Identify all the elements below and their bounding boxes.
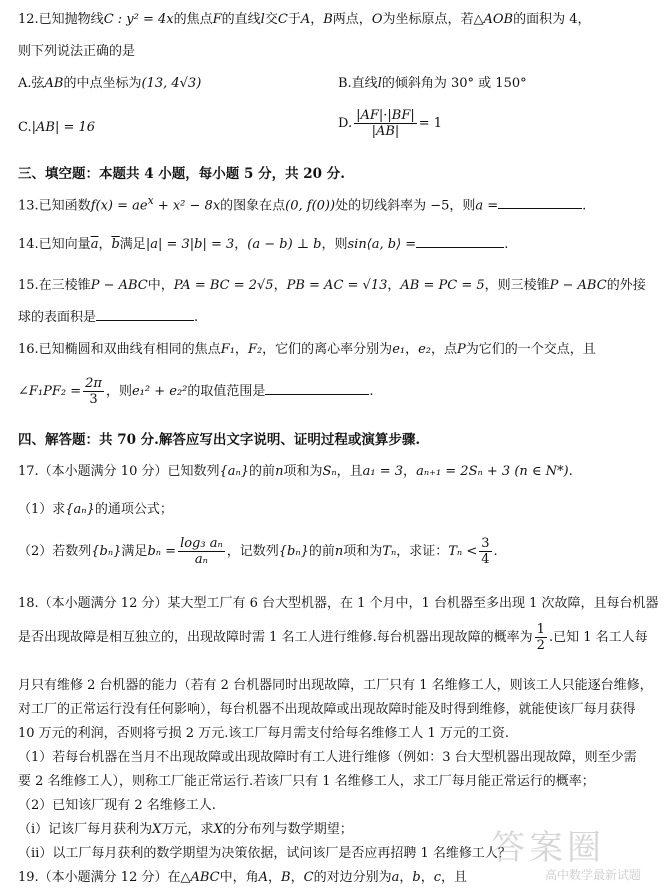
answer-blank	[416, 246, 504, 248]
watermark-title: 答案圈	[491, 828, 605, 868]
bn-fraction: $\frac{\text{log₃ aₙ}}{\text{aₙ}}$	[180, 536, 223, 567]
option-d-fraction: $\frac{|AF|\cdot|BF|}{|AB|}$	[356, 108, 415, 139]
section-heading-solutions: 四、解答题：共 70 分.解答应写出文字说明、证明过程或演算步骤.	[18, 432, 421, 448]
q18-part1-line2: 要 2 名维修工人），则称工厂能正常运行.若该厂只有 1 名维修工人，求工厂每月能正常运行的概率；	[18, 774, 595, 789]
watermark-subtitle: 高中数学最新试题	[545, 868, 642, 882]
answer-blank	[265, 393, 369, 395]
q18-line3: 月只有维修 2 台机器的能力（若有 2 台机器同时出现故障，工厂只有 1 名维修工人，则该工人只能逐台维修，	[18, 678, 653, 693]
q16-line1: 16.已知椭圆和双曲线有相同的焦点F₁，F₂，它们的离心率分别为e₁，e₂，点P为它们的一个交点，且	[18, 342, 596, 357]
q19-stem: 19.（本小题满分 12 分）在△ABC中，角A，B，C的对边分别为a，b，c，且	[18, 870, 468, 885]
answer-blank	[498, 207, 582, 209]
q17-part2: （2）若数列{bₙ}满足bₙ = $\frac{\text{log₃ aₙ}}{\text{aₙ}}$ ，记数列{bₙ}的前n项和为Tₙ，求证：Tₙ < $\frac{3}{4}$ .	[18, 536, 498, 567]
q16-line2: ∠F₁PF₂ = $\frac{2\pi}{3}$ ，则e₁² + e₂²的取值范围是 .	[18, 376, 374, 407]
q15-line2: 球的表面积是 .	[18, 310, 199, 325]
answer-blank	[96, 319, 194, 321]
q12-option-d: D. $\frac{|AF|\cdot|BF|}{|AB|}$ = 1	[338, 108, 443, 139]
q18-line1: 18.（本小题满分 12 分）某大型工厂有 6 台大型机器，在 1 个月中，1 台机器至多出现 1 次故障，且每台机器	[18, 596, 659, 611]
q12-option-a: A.弦AB的中点坐标为(13, 4√3)	[18, 76, 202, 91]
parabola-equation: C : y² = 4x	[103, 12, 174, 27]
q12-stem-line1: 12.已知抛物线C : y² = 4x的焦点F的直线l交C于A，B两点，O为坐标原点，若△AOB的面积为 4，	[18, 12, 591, 27]
q18-part2-i: （ⅰ）记该厂每月获利为X万元，求X的分布列与数学期望；	[18, 822, 353, 837]
q18-part1-line1: （1）若每台机器在当月不出现故障或出现故障时有工人进行维修（例如：3 台大型机器出现故障，则至少需	[18, 750, 637, 765]
q18-part2: （2）已知该厂现有 2 名维修工人.	[18, 798, 216, 813]
q13-line: 13.已知函数$f(x) = ae^x + x^2 - 8x$的图象在点(0, f(0))处的切线斜率为 −5，则a = .	[18, 194, 587, 214]
section-heading-fill-in: 三、填空题：本题共 4 小题，每小题 5 分，共 20 分.	[18, 166, 345, 182]
q18-line5: 10 万元的利润，否则将亏损 2 万元.该工厂每月需支付给每名维修工人 1 万元的工资.	[18, 726, 510, 741]
q17-part1: （1）求{aₙ}的通项公式；	[18, 502, 173, 517]
q14-line: 14.已知向量$\overline{a}$，$\overline{b}$满足|a| = 3|b| = 3，(a − b) ⊥ b，则sin⟨a, b⟩ = .	[18, 237, 509, 252]
q12-option-c: C.|AB| = 16	[18, 120, 96, 135]
q17-stem: 17.（本小题满分 10 分）已知数列{aₙ}的前n项和为Sₙ，且a₁ = 3，aₙ₊₁ = 2Sₙ + 3 (n ∈ N*).	[18, 464, 573, 479]
q12-stem-line2: 则下列说法正确的是	[18, 44, 136, 59]
probability-fraction: $\frac{1}{2}$	[536, 622, 545, 653]
watermark-logo	[491, 820, 661, 890]
q12-option-b: B.直线l的倾斜角为 30° 或 150°	[338, 76, 527, 91]
angle-fraction: $\frac{2\pi}{3}$	[85, 376, 102, 407]
q18-line4: 对工厂的正常运行没有任何影响），每台机器不出现故障或出现故障时能及时得到维修，就能使该厂每月获得	[18, 702, 636, 717]
three-quarters-fraction: $\frac{3}{4}$	[481, 536, 490, 567]
q15-line1: 15.在三棱锥P − ABC中，PA = BC = 2√5，PB = AC = √13，AB = PC = 5，则三棱锥P − ABC的外接	[18, 278, 646, 293]
q18-line2: 是否出现故障是相互独立的，出现故障时需 1 名工人进行维修.每台机器出现故障的概率为 $\frac{1}{2}$ .已知 1 名工人每	[18, 622, 648, 653]
q18-part2-ii: （ⅱ）以工厂每月获利的数学期望为决策依据，试问该厂是否应再招聘 1 名维修工人？	[18, 846, 511, 861]
